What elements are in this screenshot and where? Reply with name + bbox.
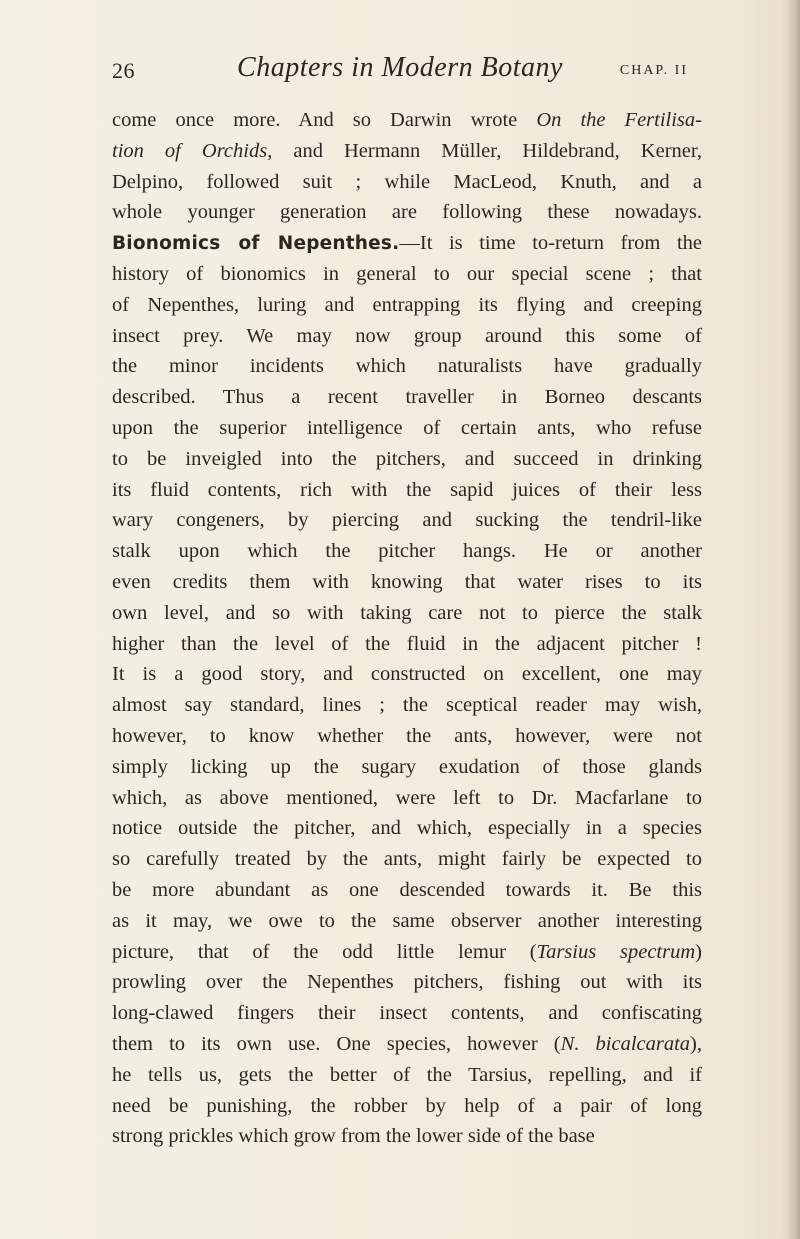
section-heading: Bionomics of Nepenthes. bbox=[112, 233, 400, 255]
text-run: them to its own use. One species, however ( bbox=[112, 1032, 561, 1055]
text-run: stalk upon which the pitcher hangs. He or another bbox=[112, 540, 702, 563]
text-line bbox=[112, 844, 702, 875]
text-line bbox=[112, 475, 702, 506]
text-line bbox=[112, 783, 702, 814]
text-line bbox=[112, 752, 702, 783]
text-line bbox=[112, 567, 702, 598]
text-run: notice outside the pitcher, and which, especially in a species bbox=[112, 817, 702, 840]
italic-text: N. bicalcarata bbox=[560, 1032, 691, 1055]
text-run: strong prickles which grow from the lower side of the base bbox=[112, 1125, 595, 1148]
text-run: however, to know whether the ants, however, were not bbox=[112, 724, 702, 747]
text-run: described. Thus a recent traveller in Borneo descants bbox=[112, 386, 702, 409]
text-run: the minor incidents which naturalists have gradually bbox=[112, 355, 702, 378]
text-run: ) bbox=[695, 940, 702, 963]
text-run: to be inveigled into the pitchers, and succeed in drinking bbox=[112, 447, 702, 470]
text-run: so carefully treated by the ants, might fairly be expected to bbox=[112, 848, 702, 871]
text-line bbox=[112, 598, 702, 629]
text-run: , and Hermann Müller, Hildebrand, Kerner, bbox=[267, 139, 702, 162]
text-line bbox=[112, 105, 702, 136]
text-run: come once more. And so Darwin wrote bbox=[112, 109, 537, 131]
text-line bbox=[112, 505, 702, 536]
text-run: even credits them with knowing that water rises to its bbox=[112, 570, 702, 593]
text-line bbox=[112, 906, 702, 937]
text-run: ), bbox=[690, 1032, 702, 1055]
text-line bbox=[112, 721, 702, 752]
text-line bbox=[112, 536, 702, 567]
text-run: —It is time to-return from the bbox=[399, 232, 702, 255]
running-title: Chapters in Modern Botany bbox=[237, 52, 563, 83]
text-line bbox=[112, 228, 702, 259]
text-run: prowling over the Nepenthes pitchers, fishing out with its bbox=[112, 971, 702, 994]
text-run: he tells us, gets the better of the Tarsius, repelling, and if bbox=[112, 1063, 702, 1086]
text-run: picture, that of the odd little lemur ( bbox=[112, 940, 537, 963]
text-run: insect prey. We may now group around this some of bbox=[112, 324, 702, 347]
text-line bbox=[112, 937, 702, 968]
text-line bbox=[112, 629, 702, 660]
text-line bbox=[112, 1091, 702, 1122]
text-line bbox=[112, 382, 702, 413]
text-run: Delpino, followed suit ; while MacLeod, Knuth, and a bbox=[112, 170, 702, 193]
text-run: higher than the level of the fluid in the adjacent pitcher ! bbox=[112, 632, 702, 655]
text-run: which, as above mentioned, were left to Dr. Macfarlane to bbox=[112, 786, 702, 809]
text-line bbox=[112, 136, 702, 167]
text-run: simply licking up the sugary exudation of those glands bbox=[112, 755, 702, 778]
text-run: wary congeners, by piercing and sucking the tendril-like bbox=[112, 509, 702, 532]
text-line bbox=[112, 659, 702, 690]
text-run: It is a good story, and constructed on excellent, one may bbox=[112, 663, 702, 686]
text-run: history of bionomics in general to our special scene ; that bbox=[112, 262, 702, 285]
running-head bbox=[112, 50, 688, 90]
text-line bbox=[112, 321, 702, 352]
text-line bbox=[112, 167, 702, 198]
text-run: need be punishing, the robber by help of a pair of long bbox=[112, 1094, 702, 1117]
text-line bbox=[112, 967, 702, 998]
text-line bbox=[112, 690, 702, 721]
text-run: of Nepenthes, luring and entrapping its flying and creeping bbox=[112, 293, 702, 316]
text-run: almost say standard, lines ; the sceptical reader may wish, bbox=[112, 694, 702, 717]
italic-text: tion of Orchids bbox=[112, 139, 268, 162]
italic-text: On the Fertilisa- bbox=[536, 109, 702, 131]
text-line bbox=[112, 413, 702, 444]
text-line bbox=[112, 998, 702, 1029]
chapter-label: CHAP. II bbox=[619, 63, 688, 78]
text-line bbox=[112, 1121, 702, 1152]
text-line bbox=[112, 1060, 702, 1091]
page-number: 26 bbox=[112, 58, 135, 83]
page-edge-shadow bbox=[786, 0, 800, 1239]
text-run: upon the superior intelligence of certain ants, who refuse bbox=[112, 416, 702, 439]
text-line bbox=[112, 1029, 702, 1060]
text-run: as it may, we owe to the same observer another interesting bbox=[112, 909, 702, 932]
text-run: long-clawed fingers their insect contents, and confiscating bbox=[112, 1002, 702, 1025]
body-text bbox=[112, 105, 702, 1152]
text-run: its fluid contents, rich with the sapid juices of their less bbox=[112, 478, 702, 501]
text-run: whole younger generation are following these nowadays. bbox=[112, 201, 702, 224]
text-line bbox=[112, 444, 702, 475]
text-run: be more abundant as one descended towards it. Be this bbox=[112, 878, 702, 901]
text-line bbox=[112, 813, 702, 844]
text-line bbox=[112, 259, 702, 290]
text-line bbox=[112, 875, 702, 906]
italic-text: Tarsius spectrum bbox=[536, 940, 696, 963]
text-line bbox=[112, 290, 702, 321]
text-line bbox=[112, 197, 702, 228]
text-line bbox=[112, 351, 702, 382]
text-run: own level, and so with taking care not to pierce the stalk bbox=[112, 601, 702, 624]
